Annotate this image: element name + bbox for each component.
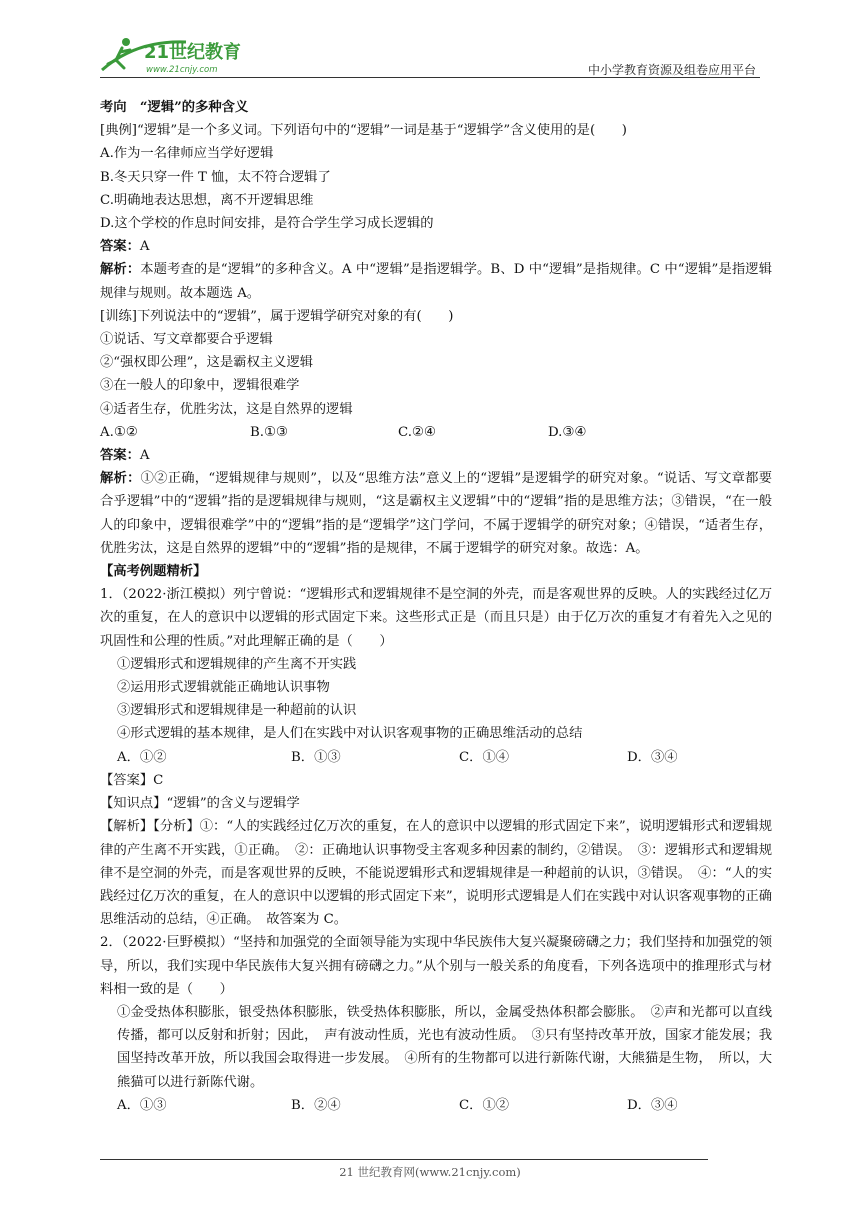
header-site-name: 中小学教育资源及组卷应用平台 bbox=[587, 63, 756, 77]
header-divider bbox=[100, 77, 760, 78]
q1-option-b: B．①③ bbox=[291, 749, 341, 765]
q1-answer: 【答案】C bbox=[100, 772, 164, 788]
example-answer: 答案：A bbox=[100, 239, 150, 255]
training-options bbox=[100, 421, 772, 444]
q1-item-3: ③逻辑形式和逻辑规律是一种超前的认识 bbox=[117, 703, 357, 719]
training-item-4: ④适者生存，优胜劣汰，这是自然界的逻辑 bbox=[100, 401, 353, 417]
q1-item-1: ①逻辑形式和逻辑规律的产生离不开实践 bbox=[117, 656, 357, 672]
gaokao-title: 【高考例题精析】 bbox=[100, 564, 207, 580]
q2-body: ①金受热体积膨胀，银受热体积膨胀，铁受热体积膨胀，所以，金属受热体积都会膨胀。 ②声和光都可以直线传播，都可以反射和折射；因此， 声有波动性质，光也有波动性质。 ③只有坚持改革开放，国家才能发展；我国坚持改革开放，所以我国会取得进一步发展。 ④所有的生物都可以进行新陈代谢，大熊猫是生物， 所以，大熊猫可以进行新陈代谢。 bbox=[117, 1004, 772, 1090]
q1-option-c: C．①④ bbox=[459, 749, 510, 765]
q2-option-b: B．②④ bbox=[291, 1097, 341, 1113]
q2-options bbox=[100, 1094, 772, 1117]
section-title: 考向 “逻辑”的多种含义 bbox=[100, 100, 249, 115]
q1-option-a: A．①② bbox=[117, 749, 167, 765]
q1-options bbox=[100, 746, 772, 769]
site-logo bbox=[96, 30, 266, 78]
q2-option-c: C．①② bbox=[459, 1097, 510, 1113]
q2-option-d: D．③④ bbox=[627, 1097, 678, 1113]
q1-option-d: D．③④ bbox=[627, 749, 678, 765]
main-content bbox=[100, 96, 772, 1117]
training-option-a: A.①② bbox=[100, 424, 138, 440]
q1-knowledge: 【知识点】“逻辑”的含义与逻辑学 bbox=[100, 796, 300, 812]
q1-stem: 1．（2022·浙江模拟）列宁曾说：“逻辑形式和逻辑规律不是空洞的外壳，而是客观世界的反映。人的实践经过亿万次的重复，在人的意识中以逻辑的形式固定下来。这些形式正是（而且只是）由于亿万次的重复才有着先入之见的巩固性和公理的性质。”对此理解正确的是（ ） bbox=[100, 587, 772, 649]
logo-text: 21世纪教育 bbox=[144, 42, 242, 63]
example-option-d: D.这个学校的作息时间安排，是符合学生学习成长逻辑的 bbox=[100, 216, 434, 232]
logo-runner-head-icon bbox=[122, 38, 130, 46]
training-option-b: B.①③ bbox=[250, 424, 288, 440]
training-option-d: D.③④ bbox=[548, 424, 587, 440]
q1-analysis: 【解析】【分析】①：“人的实践经过亿万次的重复，在人的意识中以逻辑的形式固定下来”，说明逻辑形式和逻辑规律的产生离不开实践，①正确。 ②：正确地认识事物受主客观多种因素的制约，②错误。 ③：逻辑形式和逻辑规律不是空洞的外壳，而是客观世界的反映，不能说逻辑形式和逻辑规律是一种超前的认识，③错误。 ④：“人的实践经过亿万次的重复，在人的意识中以逻辑的形式固定下来”，说明形式逻辑是人们在实践中对认识客观事物的正确思维活动的总结，④正确。 故答案为 C。 bbox=[100, 819, 772, 928]
example-option-a: A.作为一名律师应当学好逻辑 bbox=[100, 146, 274, 162]
example-stem: [典例]“逻辑”是一个多义词。下列语句中的“逻辑”一词是基于“逻辑学”含义使用的是( ) bbox=[100, 123, 627, 139]
training-item-2: ②“强权即公理”，这是霸权主义逻辑 bbox=[100, 355, 314, 371]
logo-url-text: www.21cnjy.com bbox=[146, 65, 218, 75]
q2-stem: 2．（2022·巨野模拟）“坚持和加强党的全面领导能为实现中华民族伟大复兴凝聚磅礴之力；我们坚持和加强党的领导，所以，我们实现中华民族伟大复兴拥有磅礴之力。”从个别与一般关系的角度看，下列各选项中的推理形式与材料相一致的是（ ） bbox=[100, 935, 772, 997]
example-option-c: C.明确地表达思想，离不开逻辑思维 bbox=[100, 192, 314, 208]
q2-option-a: A．①③ bbox=[117, 1097, 167, 1113]
example-analysis: 解析：本题考查的是“逻辑”的多种含义。A 中“逻辑”是指逻辑学。B、D 中“逻辑”是指规律。C 中“逻辑”是指逻辑规律与规则。故本题选 A。 bbox=[100, 262, 772, 301]
training-analysis: 解析：①②正确，“逻辑规律与规则”，以及“思维方法”意义上的“逻辑”是逻辑学的研究对象。“说话、写文章都要合乎逻辑”中的“逻辑”指的是逻辑规律与规则，“这是霸权主义逻辑”中的“逻辑”指的是思维方法；③错误，“在一般人的印象中，逻辑很难学”中的“逻辑”指的是“逻辑学”这门学问，不属于逻辑学的研究对象；④错误，“适者生存，优胜劣汰，这是自然界的逻辑”中的“逻辑”指的是规律，不属于逻辑学的研究对象。故选：A。 bbox=[100, 471, 773, 556]
training-option-c: C.②④ bbox=[398, 424, 436, 440]
footer-divider bbox=[100, 1159, 708, 1160]
training-answer: 答案：A bbox=[100, 448, 150, 464]
training-stem: [训练]下列说法中的“逻辑”，属于逻辑学研究对象的有( ) bbox=[100, 308, 454, 324]
footer-text: 21 世纪教育网(www.21cnjy.com) bbox=[339, 1165, 521, 1179]
example-option-b: B.冬天只穿一件 T 恤，太不符合逻辑了 bbox=[100, 169, 331, 185]
training-item-1: ①说话、写文章都要合乎逻辑 bbox=[100, 332, 273, 348]
q1-item-4: ④形式逻辑的基本规律，是人们在实践中对认识客观事物的正确思维活动的总结 bbox=[117, 726, 583, 742]
training-item-3: ③在一般人的印象中，逻辑很难学 bbox=[100, 378, 300, 394]
q1-item-2: ②运用形式逻辑就能正确地认识事物 bbox=[117, 680, 330, 696]
